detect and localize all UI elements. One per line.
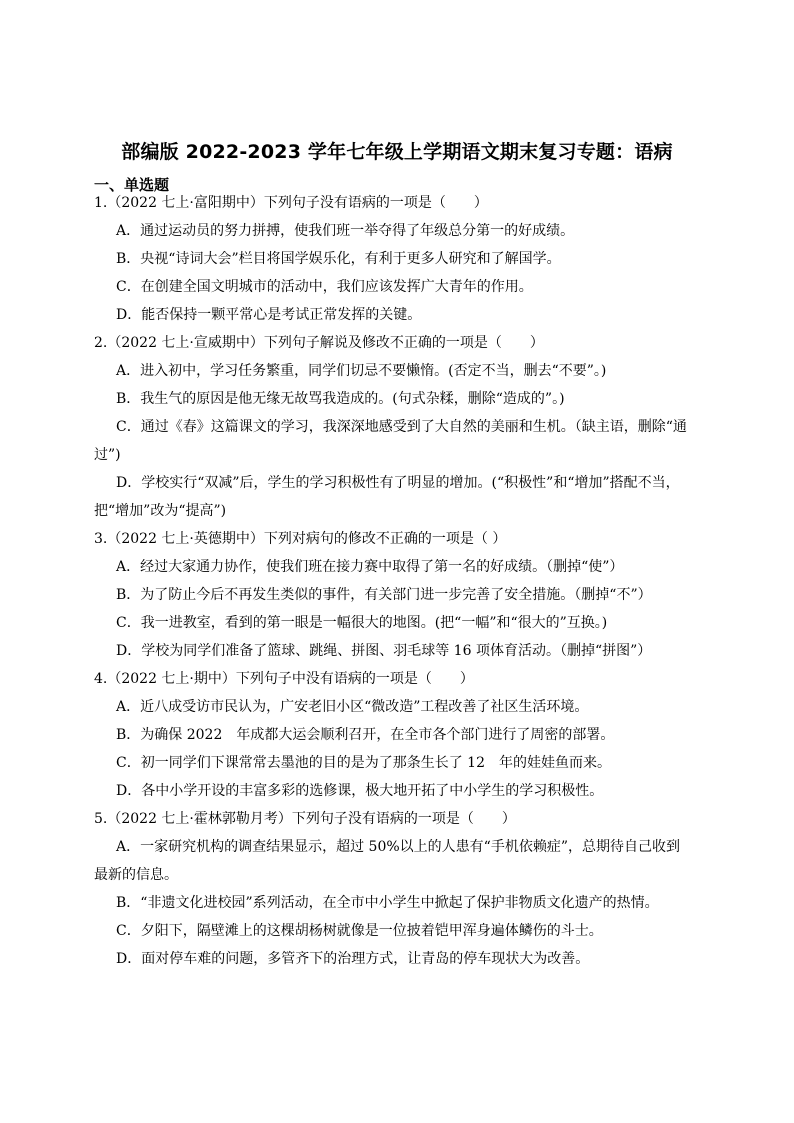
option-a: A．进入初中，学习任务繁重，同学们切忌不要懒惰。(否定不当，删去“不要”。) — [116, 363, 607, 379]
option-c-line-2: 过”) — [94, 447, 121, 463]
option-a-line-2: 最新的信息。 — [94, 867, 178, 883]
option-d-line-1: D．学校实行“双减”后，学生的学习积极性有了明显的增加。(“积极性”和“增加”搭配不当， — [116, 475, 680, 491]
option-a: A．通过运动员的努力拼搏，使我们班一举夺得了年级总分第一的好成绩。 — [116, 223, 575, 239]
question-stem: 1.（2022 七上·富阳期中）下列句子没有语病的一项是（ ） — [94, 195, 488, 211]
option-d-line-2: 把“增加”改为“提高”) — [94, 503, 227, 519]
option-d: D．面对停车难的问题，多管齐下的治理方式，让青岛的停车现状大为改善。 — [116, 951, 590, 967]
option-a — [94, 836, 714, 886]
question-stem: 5.（2022 七上·霍林郭勒月考）下列句子没有语病的一项是（ ） — [94, 811, 516, 827]
option-d: D．学校为同学们准备了篮球、跳绳、拼图、羽毛球等 16 项体育活动。（删掉“拼图”） — [116, 643, 652, 659]
document-title: 部编版 2022-2023 学年七年级上学期语文期末复习专题：语病 — [121, 141, 673, 163]
option-c — [94, 416, 714, 466]
option-c-line-1: C．通过《春》这篇课文的学习，我深深地感受到了大自然的美丽和生机。（缺主语，删除“通 — [116, 419, 687, 435]
option-b: B．为确保 2022 年成都大运会顺利召开，在全市各个部门进行了周密的部署。 — [116, 727, 615, 743]
question-stem: 3.（2022 七上·英德期中）下列对病句的修改不正确的一项是（ ） — [94, 531, 507, 547]
option-a: A．经过大家通力协作，使我们班在接力赛中取得了第一名的好成绩。（删掉“使”） — [116, 559, 624, 575]
question-3 — [94, 528, 714, 662]
option-d: D．能否保持一颗平常心是考试正常发挥的关键。 — [116, 307, 422, 323]
question-stem: 4.（2022 七上·期中）下列句子中没有语病的一项是（ ） — [94, 671, 474, 687]
question-2 — [94, 332, 714, 522]
question-1 — [94, 192, 714, 326]
option-d — [94, 472, 714, 522]
option-c: C．在创建全国文明城市的活动中，我们应该发挥广大青年的作用。 — [116, 279, 533, 295]
question-5 — [94, 808, 714, 970]
option-c: C．夕阳下，隔壁滩上的这棵胡杨树就像是一位披着铠甲浑身遍体鳞伤的斗士。 — [116, 923, 603, 939]
option-c: C．初一同学们下课常常去墨池的目的是为了那条生长了 12 年的娃娃鱼而来。 — [116, 755, 611, 771]
section-heading: 一、单选题 — [94, 176, 170, 194]
question-4 — [94, 668, 714, 802]
option-c: C．我一进教室，看到的第一眼是一幅很大的地图。(把“一幅”和“很大的”互换。) — [116, 615, 608, 631]
option-b: B．为了防止今后不再发生类似的事件，有关部门进一步完善了安全措施。（删掉“不”） — [116, 587, 652, 603]
option-a-line-1: A．一家研究机构的调查结果显示，超过 50%以上的人患有“手机依赖症”，总期待自己收到 — [116, 839, 680, 855]
option-b: B．“非遗文化进校园”系列活动，在全市中小学生中掀起了保护非物质文化遗产的热情。 — [116, 895, 659, 911]
option-b: B．我生气的原因是他无缘无故骂我造成的。(句式杂糅，删除“造成的”。) — [116, 391, 565, 407]
option-a: A．近八成受访市民认为，广安老旧小区“微改造”工程改善了社区生活环境。 — [116, 699, 589, 715]
option-b: B．央视“诗词大会”栏目将国学娱乐化，有利于更多人研究和了解国学。 — [116, 251, 561, 267]
question-list — [94, 192, 714, 976]
option-d: D．各中小学开设的丰富多彩的选修课，极大地开拓了中小学生的学习积极性。 — [116, 783, 604, 799]
question-stem: 2.（2022 七上·宣威期中）下列句子解说及修改不正确的一项是（ ） — [94, 335, 544, 351]
